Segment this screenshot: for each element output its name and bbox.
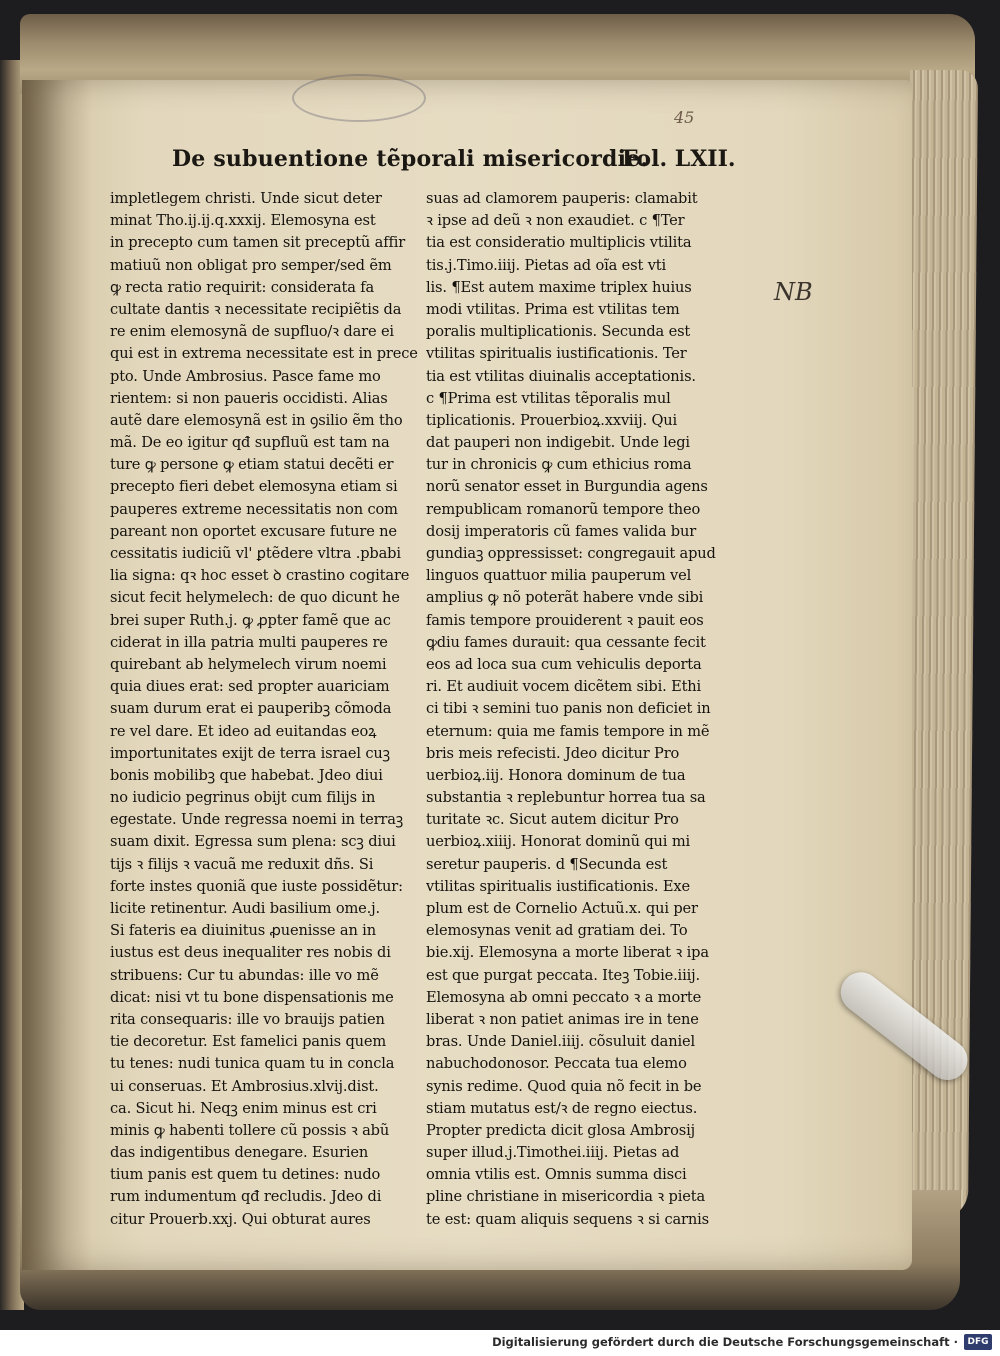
text-line: tie decoretur. Est famelici panis quem xyxy=(110,1033,387,1051)
text-line: lis. ¶Est autem maxime triplex huius xyxy=(426,278,692,296)
text-line: vtilitas spiritualis iustificationis. Exe xyxy=(426,877,690,895)
text-line: uerbioꝝ.iij. Honora dominum de tua xyxy=(426,766,686,784)
text-line: suam durum erat ei pauperibꝫ cõmoda xyxy=(110,700,392,718)
text-line: iustus est deus inequaliter res nobis di xyxy=(110,944,391,962)
marginal-note: NB xyxy=(774,278,813,306)
text-line: rita consequaris: ille vo brauijs patien xyxy=(110,1010,385,1028)
text-line: rum indumentum qđ recludis. Jdeo di xyxy=(110,1188,382,1206)
text-line: est que purgat peccata. Iteꝫ Tobie.iiij. xyxy=(426,966,700,984)
text-line: ciderat in illa patria multi pauperes re xyxy=(110,633,388,651)
text-line: forte instes quoniã que iuste possidẽtur: xyxy=(110,877,403,895)
text-line: dicat: nisi vt tu bone dispensationis me xyxy=(110,988,394,1006)
text-line: c ¶Prima est vtilitas tẽporalis mul xyxy=(426,389,671,407)
text-line: super illud.j.Timothei.iiij. Pietas ad xyxy=(426,1144,680,1162)
text-line: autẽ dare elemosynã est in ꝯsilio ẽm tho xyxy=(110,411,403,429)
text-line: mã. De eo igitur qđ supfluũ est tam na xyxy=(110,434,390,452)
text-line: tur in chronicis ꝙ cum ethicius roma xyxy=(426,456,692,474)
folio-number: Fol. LXII. xyxy=(622,146,736,172)
text-column-left xyxy=(110,188,420,1231)
text-line: synis redime. Quod quia nõ fecit in be xyxy=(426,1077,702,1095)
text-line: substantia ꝛ replebuntur horrea tua sa xyxy=(426,789,706,807)
text-line: eternum: quia me famis tempore in mẽ xyxy=(426,722,710,740)
text-line: bris meis refecisti. Jdeo dicitur Pro xyxy=(426,744,680,762)
text-column-right xyxy=(426,188,746,1231)
text-line: rientem: si non paueris occidisti. Alias xyxy=(110,389,388,407)
text-line: Si fateris ea diuinitus ꝓuenisse an in xyxy=(110,922,376,940)
text-line: elemosynas venit ad gratiam dei. To xyxy=(426,922,688,940)
text-line: qui est in extrema necessitate est in prece xyxy=(110,345,418,363)
text-line: poralis multiplicationis. Secunda est xyxy=(426,323,691,341)
text-line: plum est de Cornelio Actuũ.x. qui per xyxy=(426,900,698,917)
text-line: dat pauperi non indigebit. Unde legi xyxy=(426,434,690,452)
text-line: quirebant ab helymelech virum noemi xyxy=(110,655,387,673)
text-line: re vel dare. Et ideo ad euitandas eoꝝ xyxy=(110,722,377,740)
text-line: ꝙdiu fames durauit: qua cessante fecit xyxy=(426,633,706,651)
text-line: re enim elemosynã de supfluo/ꝛ dare ei xyxy=(110,323,394,341)
text-line: licite retinentur. Audi basilium ome.j. xyxy=(110,900,381,917)
text-line: amplius ꝙ nõ poterãt habere vnde sibi xyxy=(426,589,704,607)
text-line: tia est vtilitas diuinalis acceptationis. xyxy=(426,367,696,385)
text-line: pline christiane in misericordia ꝛ pieta xyxy=(426,1188,705,1206)
text-line: gundiaꝫ oppressisset: congregauit apud xyxy=(426,545,716,562)
text-line: dosij imperatoris cũ fames valida bur xyxy=(426,522,697,540)
text-line: stiam mutatus est/ꝛ de regno eiectus. xyxy=(426,1099,698,1117)
text-line: ri. Et audiuit vocem dicẽtem sibi. Ethi xyxy=(426,678,702,696)
gutter-shadow xyxy=(22,80,92,1270)
text-line: minat Tho.ij.ij.q.xxxij. Elemosyna est xyxy=(110,212,376,230)
text-line: turitate ꝛc. Sicut autem dicitur Pro xyxy=(426,811,679,829)
text-line: seretur pauperis. d ¶Secunda est xyxy=(426,855,668,873)
text-line: stribuens: Cur tu abundas: ille vo mẽ xyxy=(110,966,379,984)
text-line: bras. Unde Daniel.iiij. cõsuluit daniel xyxy=(426,1033,695,1051)
text-line: quia diues erat: sed propter auariciam xyxy=(110,678,390,696)
text-line: uerbioꝝ.xiiij. Honorat dominũ qui mi xyxy=(426,833,691,851)
text-line: bonis mobilibꝫ que habebat. Jdeo diui xyxy=(110,766,383,784)
running-head: De subuentione tẽporali misericordie. xyxy=(172,146,649,172)
text-line: lia signa: qꝛ hoc esset ꝺ crastino cogitare xyxy=(110,567,410,585)
text-line: linguos quattuor milia pauperum vel xyxy=(426,567,692,585)
handwritten-folio-note: 45 xyxy=(674,108,695,127)
text-line: brei super Ruth.j. ꝙ ꝓpter famẽ que ac xyxy=(110,611,391,629)
text-line: bie.xij. Elemosyna a morte liberat ꝛ ipa xyxy=(426,944,709,962)
text-line: importunitates exijt de terra israel cuꝫ xyxy=(110,744,390,762)
text-line: te est: quam aliquis sequens ꝛ si carnis xyxy=(426,1210,709,1228)
text-line: cultate dantis ꝛ necessitate recipiẽtis da xyxy=(110,300,402,318)
text-line: nabuchodonosor. Peccata tua elemo xyxy=(426,1055,687,1073)
text-line: tijs ꝛ filijs ꝛ vacuã me reduxit dñs. Si xyxy=(110,855,374,873)
book-page xyxy=(22,80,912,1270)
text-line: ca. Sicut hi. Neqꝫ enim minus est cri xyxy=(110,1099,377,1117)
text-line: modi vtilitas. Prima est vtilitas tem xyxy=(426,300,680,318)
text-line: ꝙ recta ratio requirit: considerata fa xyxy=(110,278,375,296)
text-line: citur Prouerb.xxj. Qui obturat aures xyxy=(110,1210,371,1228)
text-line: ture ꝙ persone ꝙ etiam statui decẽti er xyxy=(110,456,394,474)
text-line: ci tibi ꝛ semini tuo panis non deficiet in xyxy=(426,700,711,718)
text-line: tia est consideratio multiplicis vtilita xyxy=(426,234,692,252)
text-line: norũ senator esset in Burgundia agens xyxy=(426,478,708,496)
text-line: omnia vtilis est. Omnis summa disci xyxy=(426,1166,687,1184)
text-line: pto. Unde Ambrosius. Pasce fame mo xyxy=(110,367,381,385)
text-line: Propter predicta dicit glosa Ambrosij xyxy=(426,1121,695,1139)
library-stamp xyxy=(292,74,426,122)
text-line: minis ꝙ habenti tollere cũ possis ꝛ abũ xyxy=(110,1121,390,1139)
text-line: matiuũ non obligat pro semper/sed ẽm xyxy=(110,256,392,274)
text-line: eos ad loca sua cum vehiculis deporta xyxy=(426,655,702,673)
text-line: tis.j.Timo.iiij. Pietas ad oĩa est vti xyxy=(426,256,667,274)
text-line: sicut fecit helymelech: de quo dicunt he xyxy=(110,589,400,607)
text-line: Elemosyna ab omni peccato ꝛ a morte xyxy=(426,988,702,1006)
text-line: impletlegem christi. Unde sicut deter xyxy=(110,190,382,207)
text-line: das indigentibus denegare. Esurien xyxy=(110,1144,369,1162)
text-line: tium panis est quem tu detines: nudo xyxy=(110,1166,381,1184)
text-line: liberat ꝛ non patiet animas ire in tene xyxy=(426,1010,699,1028)
text-line: pareant non oportet excusare future ne xyxy=(110,522,397,540)
text-line: vtilitas spiritualis iustificationis. Ter xyxy=(426,345,687,363)
text-line: ui conseruas. Et Ambrosius.xlvij.dist. xyxy=(110,1077,379,1095)
text-line: in precepto cum tamen sit preceptũ affir xyxy=(110,234,406,252)
text-line: no iudicio pegrinus obijt cum filijs in xyxy=(110,789,376,807)
left-page-edge xyxy=(0,60,24,1310)
text-line: tiplicationis. Prouerbioꝝ.xxviij. Qui xyxy=(426,411,678,429)
text-line: pauperes extreme necessitatis non com xyxy=(110,500,398,518)
dfg-logo: DFG xyxy=(964,1334,992,1350)
text-line: tu tenes: nudi tunica quam tu in concla xyxy=(110,1055,395,1073)
text-line: ꝛ ipse ad deũ ꝛ non exaudiet. c ¶Ter xyxy=(426,212,685,230)
text-line: precepto fieri debet elemosyna etiam si xyxy=(110,478,398,496)
footer-bar xyxy=(0,1330,1000,1356)
text-line: suam dixit. Egressa sum plena: scꝫ diui xyxy=(110,833,396,851)
text-line: famis tempore prouiderent ꝛ pauit eos xyxy=(426,611,704,629)
funding-credit: Digitalisierung gefördert durch die Deutsche Forschungsgemeinschaft · xyxy=(492,1335,958,1349)
text-line: egestate. Unde regressa noemi in terraꝫ xyxy=(110,811,404,829)
text-line: suas ad clamorem pauperis: clamabit xyxy=(426,190,698,207)
text-line: rempublicam romanorũ tempore theo xyxy=(426,500,701,518)
text-line: cessitatis iudiciũ vl' ꝑtẽdere vltra .pbabi xyxy=(110,545,401,562)
